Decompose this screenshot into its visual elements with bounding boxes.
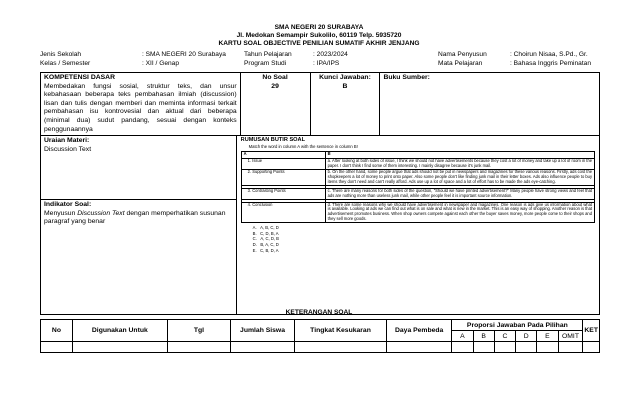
kunci-cell bbox=[310, 73, 380, 136]
penyusun-label: Nama Penyusun bbox=[438, 51, 487, 58]
jenis-sekolah-value: : SMA NEGERI 20 Surabaya bbox=[142, 51, 226, 58]
mapel-label: Mata Pelajaran bbox=[438, 60, 483, 67]
rumusan-cell bbox=[236, 136, 599, 315]
header-proporsi: Proporsi Jawaban Pada Pilihan bbox=[452, 320, 583, 331]
option-c: C. A, C, D, B bbox=[252, 236, 279, 242]
buku-cell bbox=[380, 73, 600, 136]
header-no: No bbox=[41, 320, 73, 342]
kunci-label: Kunci Jawaban: bbox=[319, 74, 371, 81]
kompetensi-label: KOMPETENSI DASAR bbox=[44, 74, 115, 81]
option-e: E. C, B, D, A bbox=[252, 247, 279, 253]
header-digunakan: Digunakan Untuk bbox=[72, 320, 167, 342]
header-ket: KET bbox=[583, 320, 600, 342]
jenis-sekolah-label: Jenis Sekolah bbox=[40, 51, 82, 58]
column-b-item: a. After looking at both sides of issue, I think we should not have advertisements because they cost a lot of money and take up a lot of room in the paper. I don't think I find some of them interesting. I mainly disagree because it's junk mail. bbox=[325, 159, 594, 170]
header-jumlah: Jumlah Siswa bbox=[231, 320, 295, 342]
header-daya: Daya Pembeda bbox=[387, 320, 452, 342]
rumusan-label: RUMUSAN BUTIR SOAL bbox=[240, 137, 305, 144]
header-tingkat: Tingkat Kesukaran bbox=[295, 320, 387, 342]
choice-b: B bbox=[473, 331, 494, 342]
column-a-header: A bbox=[241, 152, 325, 159]
option-b: B. C, D, B, A bbox=[252, 230, 279, 236]
option-a: A. A, B, C, D bbox=[252, 225, 279, 231]
matching-table bbox=[241, 151, 595, 223]
kelas-label: Kelas / Semester bbox=[40, 60, 91, 67]
kompetensi-cell bbox=[41, 73, 241, 136]
option-d: D. B, A, C, D bbox=[252, 241, 279, 247]
column-a-item: 1. Issue bbox=[241, 159, 325, 170]
program-value: : IPA/IPS bbox=[313, 60, 340, 67]
answer-options bbox=[241, 225, 595, 253]
kompetensi-text: Membedakan fungsi sosial, struktur teks, dan unsur kebahasaan beberapa teks pembahasan ilmiah (discussion) lisan dan tulis dengan memberi dan meminta informasi terkait pembahasan isu kontrovesial dan aktual dari beberapa (minimal dua) sudut pandang, sesuai dengan konteks penggunaannya bbox=[44, 82, 237, 133]
table-row bbox=[241, 188, 594, 199]
no-soal-label: No Soal bbox=[262, 74, 288, 81]
buku-label: Buku Sumber: bbox=[383, 74, 430, 81]
choice-d: D bbox=[516, 331, 537, 342]
keterangan-title: KETERANGAN SOAL bbox=[285, 309, 353, 316]
materi-cell bbox=[41, 136, 237, 200]
indikator-cell bbox=[41, 200, 237, 315]
no-soal-value: 29 bbox=[271, 82, 279, 90]
column-b-item: d. There are some reasons why we should have advertisement in newspaper and magazines. One reason is ads give us information about what is available. Looking at ads we can find out what is on sale and what is new in the market. This is an easy way of shopping. Another reason is that advertisement promotes business. When shop owners compete against each other the buyer saves money, more people come to their shops and they sell more goods. bbox=[325, 202, 594, 223]
penyusun-value: : Choirun Nisaa, S.Pd., Gr. bbox=[510, 51, 588, 58]
program-label: Program Studi bbox=[244, 60, 287, 67]
choice-e: E bbox=[537, 331, 558, 342]
table-row bbox=[241, 159, 594, 170]
school-address: Jl. Medokan Semampir Sukolilo, 60119 Telp. 5935720 bbox=[236, 32, 402, 39]
table-row bbox=[241, 202, 594, 223]
choice-c: C bbox=[494, 331, 515, 342]
tahun-label: Tahun Pelajaran bbox=[244, 51, 292, 58]
choice-omit: OMIT bbox=[558, 331, 583, 342]
column-b-item: b. On the other hand, some people argue that ads should not be put in newspapers and magazines for these various reasons. Firstly, ads cost the shopkeepers a lot of money to print onto paper. Also some people don't like finding junk mail in their letter boxes. Ads also influence people to buy items they don't need and can't really afford. Ads use up a lot of space and a lot of effort has to be made the ads eye-catching. bbox=[325, 169, 594, 185]
kelas-value: : XII / Genap bbox=[142, 60, 180, 67]
card-title: KARTU SOAL OBJECTIVE PENILIAN SUMATIF AKHIR JENJANG bbox=[218, 40, 420, 47]
column-a-item: 4. Conclusion bbox=[241, 202, 325, 223]
rumusan-instruction: Match the word in column A with the sentence in column B! bbox=[248, 144, 358, 150]
mapel-value: : Bahasa Inggris Peminatan bbox=[510, 60, 592, 67]
column-a-item: 3. Contrasting Points bbox=[241, 188, 325, 199]
column-b-item: c. There are many reasons for both sides of the question, "Should we have printed advertisement?" Many people have strong views and feel that ads are nothing more than useless junk mail, while other people feel it is important source information. bbox=[325, 188, 594, 199]
kunci-value: B bbox=[342, 82, 348, 90]
keterangan-table bbox=[40, 319, 600, 353]
question-card bbox=[40, 72, 600, 315]
indikator-label: Indikator Soal: bbox=[44, 201, 92, 209]
column-b-header: B bbox=[325, 152, 594, 159]
column-a-item: 2. Supporting Points bbox=[241, 169, 325, 185]
indikator-text: Menyusun Discussion Text dengan memperhatikan susunan paragraf yang benar bbox=[44, 209, 226, 226]
table-row bbox=[241, 169, 594, 185]
choice-a: A bbox=[452, 331, 473, 342]
header-tgl: Tgl bbox=[167, 320, 230, 342]
materi-label: Uraian Materi: bbox=[44, 137, 90, 145]
school-name: SMA NEGERI 20 SURABAYA bbox=[274, 24, 364, 31]
materi-value: Discussion Text bbox=[44, 145, 92, 153]
tahun-value: : 2023/2024 bbox=[313, 51, 348, 58]
no-soal-cell bbox=[240, 73, 310, 136]
table-row bbox=[41, 342, 600, 353]
